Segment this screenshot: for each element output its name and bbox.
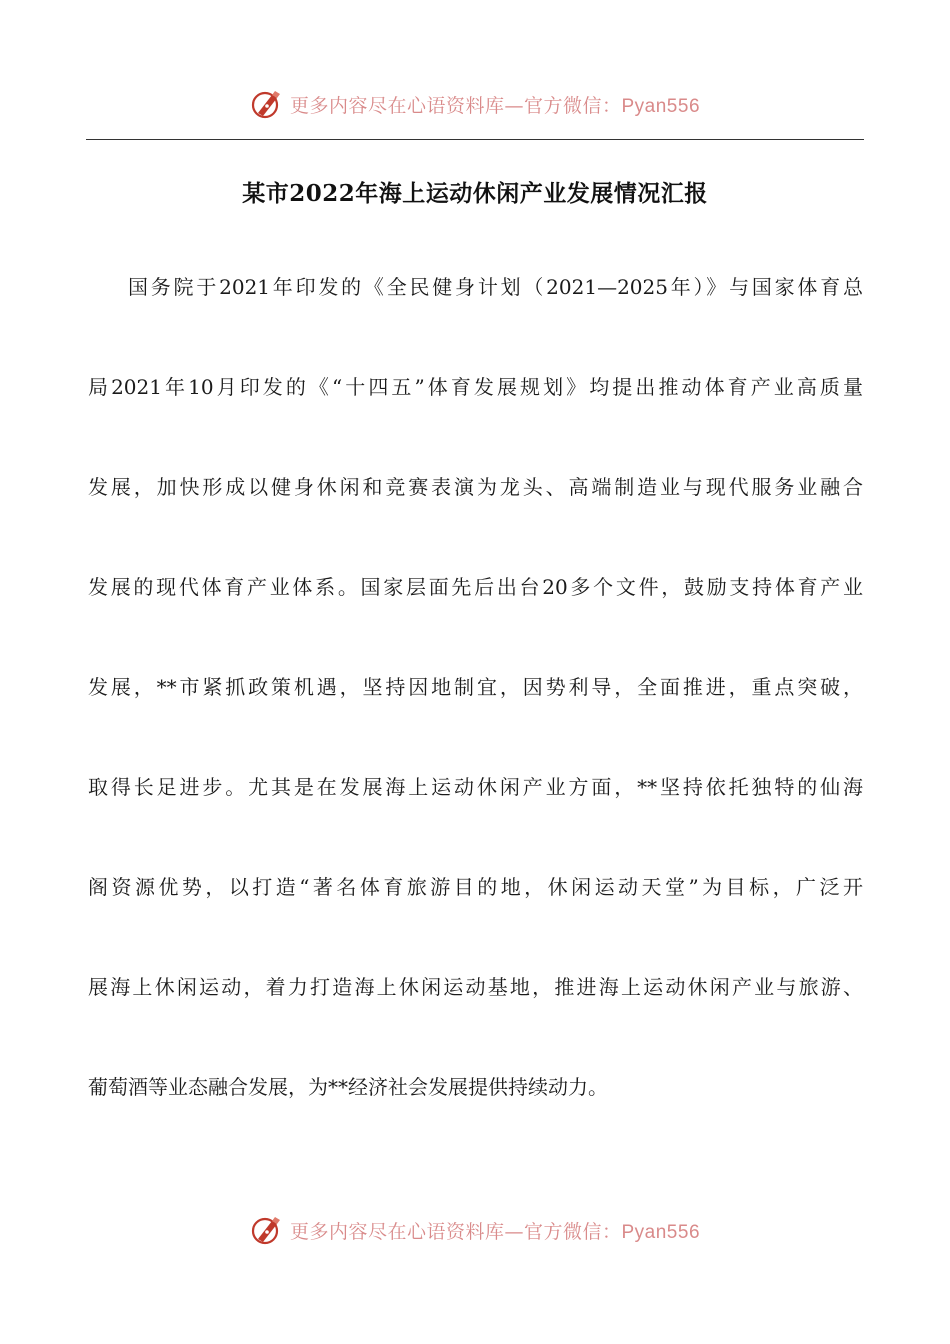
- banner-text: [290, 91, 700, 118]
- body-line: 局2021年10月印发的《“十四五”体育发展规划》均提出推动体育产业高质量: [88, 375, 863, 399]
- body-line: 发展，加快形成以健身休闲和竞赛表演为龙头、高端制造业与现代服务业融合: [88, 475, 863, 499]
- document-body: [88, 265, 863, 1165]
- body-line: 发展的现代体育产业体系。国家层面先后出台20多个文件，鼓励支持体育产业: [88, 575, 863, 599]
- header-banner: [0, 84, 950, 124]
- banner-slogan: 更多内容尽在心语资料库—官方微信：: [289, 94, 622, 117]
- banner-slogan: 更多内容尽在心语资料库—官方微信：: [289, 1220, 622, 1243]
- body-line: 取得长足进步。尤其是在发展海上运动休闲产业方面，**坚持依托独特的仙海: [88, 775, 863, 799]
- pen-nib-logo-icon: [250, 1213, 284, 1247]
- footer-banner: [0, 1210, 950, 1250]
- banner-wechat-id: Pyan556: [621, 1221, 701, 1243]
- header-rule: [86, 139, 864, 140]
- body-line: 展海上休闲运动，着力打造海上休闲运动基地，推进海上运动休闲产业与旅游、: [88, 975, 863, 999]
- body-line: 阁资源优势，以打造“著名体育旅游目的地，休闲运动天堂”为目标，广泛开: [88, 875, 863, 899]
- banner-wechat-id: Pyan556: [621, 95, 701, 117]
- document-title: 某市2022年海上运动休闲产业发展情况汇报: [242, 180, 708, 207]
- body-line: 国务院于2021年印发的《全民健身计划（2021—2025年）》与国家体育总: [128, 275, 863, 299]
- pen-nib-logo-icon: [250, 87, 284, 121]
- banner-text: [290, 1217, 700, 1244]
- body-line: 葡萄酒等业态融合发展，为**经济社会发展提供持续动力。: [88, 1075, 608, 1099]
- body-line: 发展，**市紧抓政策机遇，坚持因地制宜，因势利导，全面推进，重点突破，: [88, 675, 863, 699]
